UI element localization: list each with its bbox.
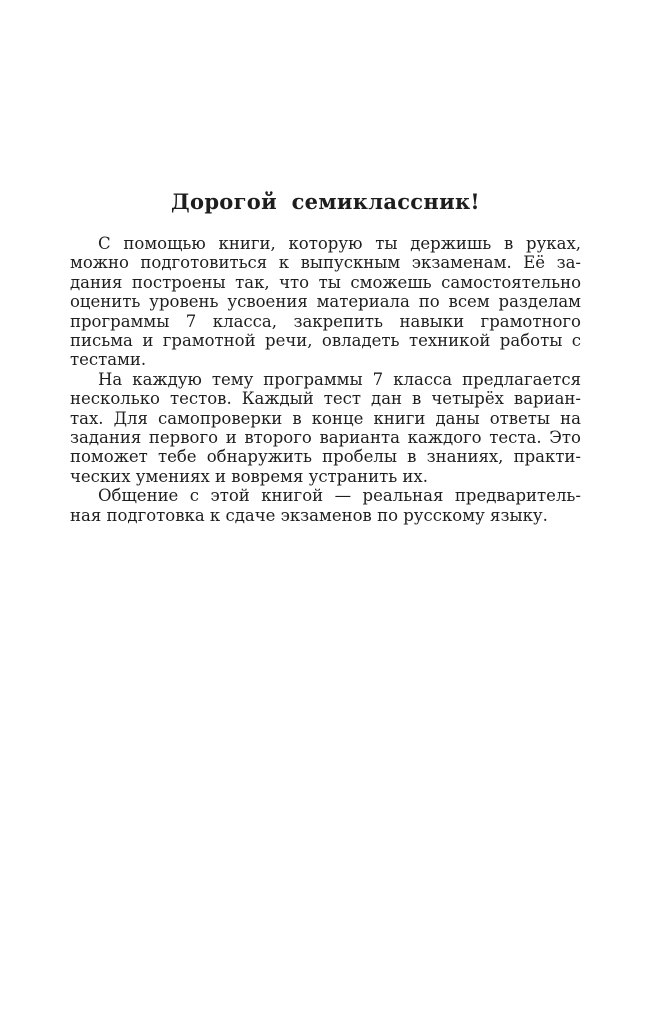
paragraph <box>70 486 581 525</box>
text-line: программы 7 класса, закрепить навыки грамотного <box>70 311 581 331</box>
text-line: дания построены так, что ты сможешь самостоятельно <box>70 272 581 292</box>
text-line: ческих умениях и вовремя устранить их. <box>70 466 428 486</box>
page-content <box>70 190 581 525</box>
paragraph <box>70 234 581 370</box>
text-line: На каждую тему программы 7 класса предлагается <box>98 369 581 389</box>
text-line: поможет тебе обнаружить пробелы в знаниях, практи- <box>70 447 581 467</box>
text-line: можно подготовиться к выпускным экзаменам. Её за- <box>70 253 581 273</box>
page-title: Дорогой семиклассник! <box>171 189 480 214</box>
text-line: ная подготовка к сдаче экзаменов по русскому языку. <box>70 505 548 525</box>
text-line: Общение с этой книгой — реальная предваритель- <box>98 486 581 506</box>
text-line: задания первого и второго варианта каждого теста. Это <box>70 428 581 448</box>
text-line: тах. Для самопроверки в конце книги даны ответы на <box>70 408 581 428</box>
text-line: несколько тестов. Каждый тест дан в четырёх вариан- <box>70 389 581 409</box>
text-line: оценить уровень усвоения материала по всем разделам <box>70 292 581 312</box>
text-line: письма и грамотной речи, овладеть техникой работы с <box>70 331 581 351</box>
text-line: С помощью книги, которую ты держишь в руках, <box>98 234 581 253</box>
text-line: тестами. <box>70 350 147 370</box>
body-text <box>70 234 581 525</box>
paragraph <box>70 370 581 486</box>
